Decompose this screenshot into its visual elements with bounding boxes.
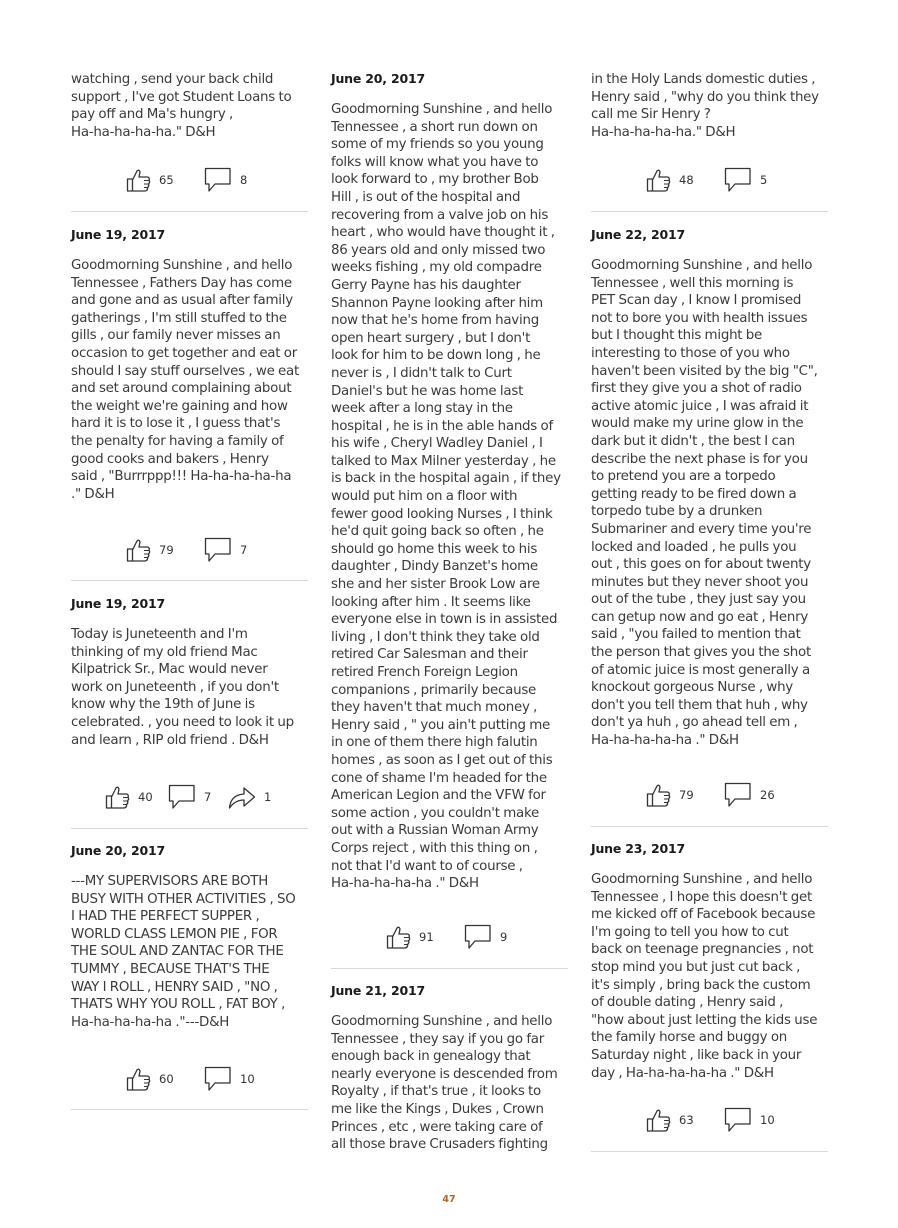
post-stats bbox=[591, 166, 829, 194]
like-button[interactable] bbox=[105, 783, 153, 811]
post-stats bbox=[71, 1065, 309, 1093]
comment-count: 7 bbox=[240, 543, 248, 557]
like-button[interactable] bbox=[646, 166, 694, 194]
like-count: 79 bbox=[159, 543, 174, 557]
post-stats bbox=[71, 783, 309, 811]
post-text: Goodmorning Sunshine , and hello Tennessee , Fathers Day has come and gone and as usual after family gatherings , I'm still stuffed to the gills , our family never misses an occasion to get together and eat or should I say stuff ourselves , we eat and set around complaining about the weight we're gaining and how hard it is to lose it , I guess that's the penalty for having a family of good cooks and bakers , Henry said , "Burrrppp!!! Ha-ha-ha-ha-ha ." D&H bbox=[71, 258, 300, 502]
comment-icon bbox=[724, 167, 752, 193]
post bbox=[591, 227, 829, 750]
post-text: Today is Juneteenth and I'm thinking of my old friend Mac Kilpatrick Sr., Mac would never work on Juneteenth , if you don't know why the 19th of June is celebrated. , you need to look it up and learn , RIP old friend . D&H bbox=[71, 627, 294, 748]
post-date: June 23, 2017 bbox=[591, 841, 685, 856]
comment-count: 5 bbox=[760, 173, 768, 187]
post-stats bbox=[71, 536, 309, 564]
thumbs-up-icon bbox=[646, 167, 671, 193]
thumbs-up-icon bbox=[126, 167, 151, 193]
divider bbox=[71, 1109, 308, 1110]
post bbox=[591, 71, 829, 141]
comment-button[interactable] bbox=[724, 166, 767, 194]
post bbox=[71, 843, 309, 1031]
comment-button[interactable] bbox=[204, 166, 247, 194]
comment-count: 9 bbox=[500, 930, 508, 944]
thumbs-up-icon bbox=[126, 537, 151, 563]
comment-button[interactable] bbox=[204, 536, 247, 564]
post-date: June 20, 2017 bbox=[331, 71, 425, 86]
comment-button[interactable] bbox=[204, 1065, 255, 1093]
thumbs-up-icon bbox=[386, 924, 411, 950]
like-count: 60 bbox=[159, 1072, 174, 1086]
post-date: June 21, 2017 bbox=[331, 983, 425, 998]
divider bbox=[71, 580, 308, 581]
post bbox=[71, 71, 309, 141]
like-count: 48 bbox=[679, 173, 694, 187]
post-stats bbox=[591, 781, 829, 809]
comment-icon bbox=[204, 1066, 232, 1092]
comment-count: 7 bbox=[204, 790, 212, 804]
comment-button[interactable] bbox=[724, 781, 775, 809]
post bbox=[71, 596, 309, 749]
divider bbox=[331, 968, 568, 969]
like-button[interactable] bbox=[386, 923, 434, 951]
like-button[interactable] bbox=[126, 536, 174, 564]
like-count: 63 bbox=[679, 1113, 694, 1127]
like-count: 91 bbox=[419, 930, 434, 944]
comment-icon bbox=[204, 167, 232, 193]
comment-icon bbox=[204, 537, 232, 563]
post-stats bbox=[71, 166, 309, 194]
post-date: June 20, 2017 bbox=[71, 843, 165, 858]
post-text: in the Holy Lands domestic duties , Henry said , "why do you think they call me Sir Henry ? Ha-ha-ha-ha-ha." D&H bbox=[591, 72, 819, 140]
comment-button[interactable] bbox=[168, 783, 211, 811]
post bbox=[331, 983, 569, 1154]
post-text: Goodmorning Sunshine , and hello Tennessee , a short run down on some of my friends so you young folks will know what you have to look forward to , my brother Bob Hill , is out of the hospital and recovering from a valve job on his heart , who would have thought it , 86 years old and only missed two weeks fishing , my old compadre Gerry Payne has his daughter Shannon Payne looking after him now that he's home from having open heart surgery , but I don't look for him to be down long , he never is , I didn't talk to Curt Daniel's but he was home last week after a long stay in the hospital , he is in the able hands of his wife , Cheryl Wadley Daniel , I talked to Max Milner yesterday , he is back in the hospital again , if they would put him on a floor with fewer good looking Nurses , I think he'd quit going back so often , he should go home this week to his daughter , Dindy Banzet's home she and her sister Brook Low are looking after him . It seems like everyone else in town is in assisted living , I don't think they take old retired Car Salesman and their retired French Foreign Legion companions , primarily because they haven't that much money , Henry said , " you ain't putting me in one of them there high falutin homes , as soon as I get out of this cone of shame I'm headed for the American Legion and the VFW for some action , you couldn't make out with a Russian Woman Army Corps reject , with this thing on , not that I'd want to of course , Ha-ha-ha-ha-ha ." D&H bbox=[331, 102, 561, 892]
thumbs-up-icon bbox=[105, 784, 130, 810]
post-date: June 22, 2017 bbox=[591, 227, 685, 242]
like-count: 79 bbox=[679, 788, 694, 802]
comment-count: 10 bbox=[240, 1072, 255, 1086]
comment-button[interactable] bbox=[464, 923, 507, 951]
post-date: June 19, 2017 bbox=[71, 227, 165, 242]
comment-count: 10 bbox=[760, 1113, 775, 1127]
post bbox=[591, 841, 829, 1082]
thumbs-up-icon bbox=[126, 1066, 151, 1092]
comment-count: 26 bbox=[760, 788, 775, 802]
like-count: 40 bbox=[138, 790, 153, 804]
like-button[interactable] bbox=[126, 166, 174, 194]
divider bbox=[71, 828, 308, 829]
like-count: 65 bbox=[159, 173, 174, 187]
thumbs-up-icon bbox=[646, 782, 671, 808]
comment-icon bbox=[464, 924, 492, 950]
comment-icon bbox=[724, 1107, 752, 1133]
post-text: ---MY SUPERVISORS ARE BOTH BUSY WITH OTHER ACTIVITIES , SO I HAD THE PERFECT SUPPER , WORLD CLASS LEMON PIE , FOR THE SOUL AND ZANTAC FOR THE TUMMY , BECAUSE THAT'S THE WAY I ROLL , HENRY SAID , "NO , THATS WHY YOU ROLL , FAT BOY , Ha-ha-ha-ha-ha ."---D&H bbox=[71, 874, 296, 1030]
thumbs-up-icon bbox=[646, 1107, 671, 1133]
share-count: 1 bbox=[264, 790, 272, 804]
divider bbox=[71, 211, 308, 212]
post-date: June 19, 2017 bbox=[71, 596, 165, 611]
post bbox=[331, 71, 569, 893]
post-stats bbox=[591, 1106, 829, 1134]
page-number: 47 bbox=[442, 1194, 456, 1205]
comment-count: 8 bbox=[240, 173, 248, 187]
post-text: Goodmorning Sunshine , and hello Tennessee , I hope this doesn't get me kicked off of Facebook because I'm going to tell you how to cut back on teenage pregnancies , not stop mind you but just cut back , it's simply , bring back the custom of double dating , Henry said , "how about just letting the kids use the family horse and buggy on Saturday night , like back in your day , Ha-ha-ha-ha-ha ." D&H bbox=[591, 872, 818, 1081]
comment-icon bbox=[724, 782, 752, 808]
share-button[interactable] bbox=[228, 783, 271, 811]
like-button[interactable] bbox=[646, 1106, 694, 1134]
like-button[interactable] bbox=[126, 1065, 174, 1093]
share-arrow-icon bbox=[228, 784, 256, 810]
post-text: Goodmorning Sunshine , and hello Tennessee , they say if you go far enough back in genealogy that nearly everyone is descended from Royalty , if that's true , it looks to me like the Kings , Dukes , Crown Princes , etc , were taking care of all those brave Crusaders fighting bbox=[331, 1014, 558, 1153]
divider bbox=[591, 826, 828, 827]
post-stats bbox=[331, 923, 569, 951]
comment-button[interactable] bbox=[724, 1106, 775, 1134]
comment-icon bbox=[168, 784, 196, 810]
like-button[interactable] bbox=[646, 781, 694, 809]
divider bbox=[591, 211, 828, 212]
post bbox=[71, 227, 309, 503]
post-text: watching , send your back child support , I've got Student Loans to pay off and Ma's hungry , Ha-ha-ha-ha-ha." D&H bbox=[71, 72, 292, 140]
post-text: Goodmorning Sunshine , and hello Tennessee , well this morning is PET Scan day , I know I promised not to bore you with health issues but I thought this might be interesting to those of you who haven't been visited by the big "C", first they give you a shot of radio active atomic juice , I was afraid it would make my urine glow in the dark but it didn't , the best I can describe the next phase is for you to pretend you are a torpedo getting ready to be fired down a torpedo tube by a drunken Submariner and every time you're locked and loaded , he pulls you out , this goes on for about twenty minutes but they never shoot you out of the tube , they just say you can getup now and go eat , Henry said , "you failed to mention that the person that gives you the shot of atomic juice is most generally a knockout gorgeous Nurse , why don't you tell them that huh , why don't ya huh , go ahead tell em , Ha-ha-ha-ha-ha ." D&H bbox=[591, 258, 818, 749]
divider bbox=[591, 1151, 828, 1152]
